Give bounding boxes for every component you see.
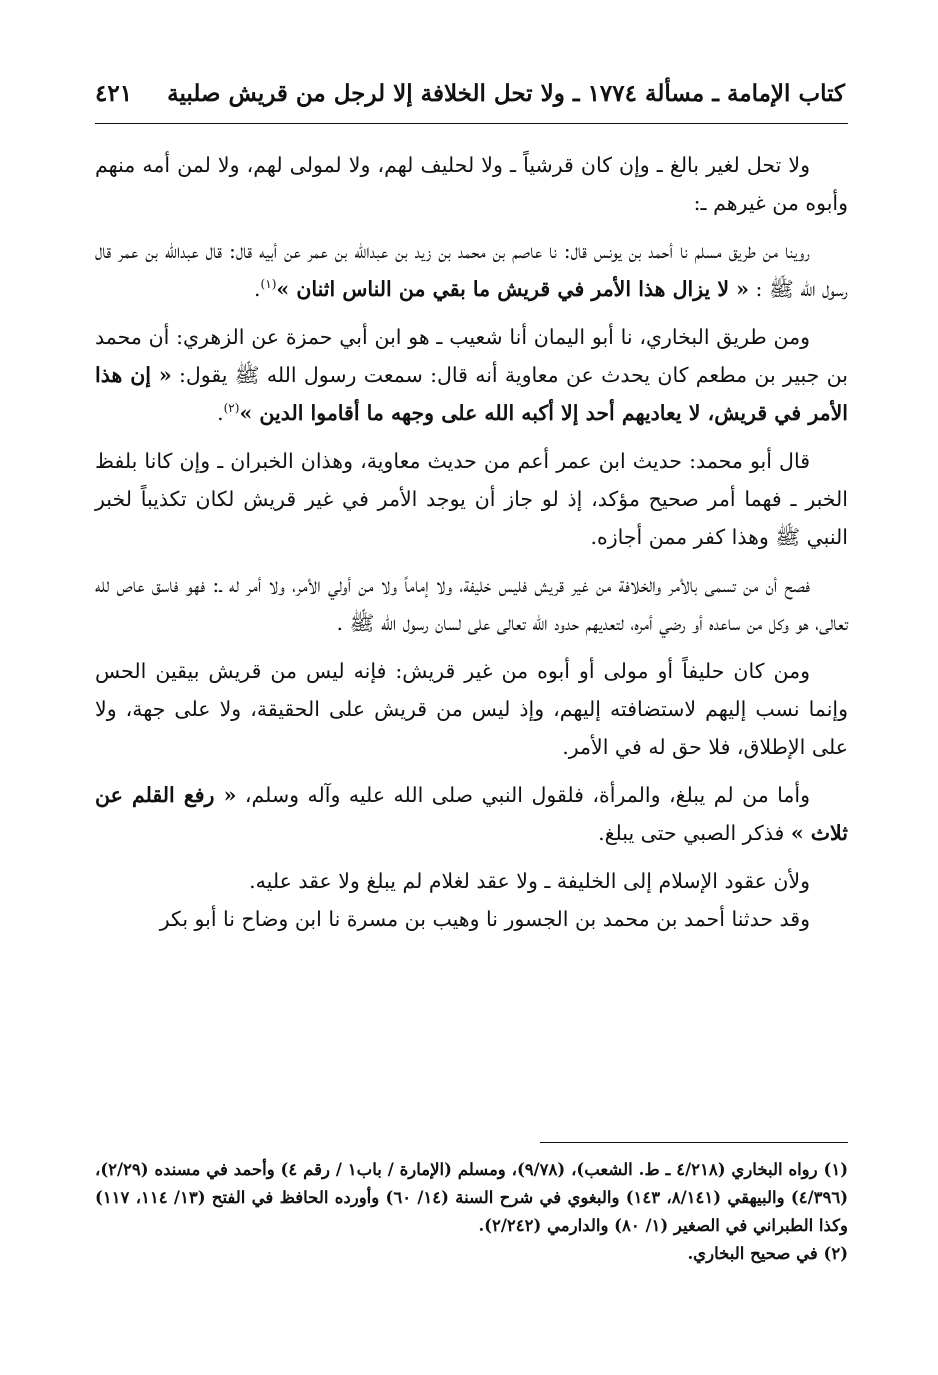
body-paragraph	[95, 232, 848, 308]
page-header	[95, 70, 845, 116]
paragraph-text: .	[217, 401, 224, 425]
body-paragraph	[95, 318, 848, 432]
paragraph-text: وأما من لم يبلغ، والمرأة، فلقول النبي صلى الله عليه وآله وسلم،	[236, 783, 810, 807]
hadith-quote: « لا يزال هذا الأمر في قريش ما بقي من الناس اثنان »	[276, 277, 749, 301]
body-paragraph	[95, 442, 848, 556]
body-paragraph	[95, 862, 848, 900]
footnote-marker: (١)	[260, 277, 277, 292]
paragraph-text: فصح أن من تسمى بالأمر والخلافة من غير قريش فليس خليفة، ولا إماماً ولا من أولي الأمر، ولا أمر له ـ: فهو فاسق عاص لله تعالى، هو وكل من ساعده أو رضي أمره، لتعديهم حدود الله تعالى على لسان رسول الله ﷺ .	[95, 573, 848, 635]
page-number: ٤٢١	[95, 79, 133, 107]
footnote-rule	[540, 1142, 848, 1143]
paragraph-text: ولا تحل لغير بالغ ـ وإن كان قرشياً ـ ولا لحليف لهم، ولا لمولى لهم، ولا لمن أمه منهم وأبوه من غيرهم ـ:	[95, 153, 848, 215]
body-paragraph	[95, 900, 848, 938]
paragraph-text: قال أبو محمد: حديث ابن عمر أعم من حديث معاوية، وهذان الخبران ـ وإن كانا بلفظ الخبر ـ فهما أمر صحيح مؤكد، إذ لو جاز أن يوجد الأمر في غير قريش لكان تكذيباً لخبر النبي ﷺ وهذا كفر ممن أجازه.	[95, 449, 848, 549]
paragraph-text: ومن كان حليفاً أو مولى أو أبوه من غير قريش: فإنه ليس من قريش بيقين الحس وإنما نسب إليهم لاستضافته إليهم، وإذ ليس من قريش على الحقيقة، ولا على جهة، ولا على الإطلاق، فلا حق له في الأمر.	[95, 659, 848, 759]
footnote: (١) رواه البخاري (٤/٢١٨ ـ ط. الشعب)، (٩/٧٨)، ومسلم (الإمارة / باب١ / رقم ٤) وأحمد في مسنده (٢/٢٩)، (٤/٣٩٦) والبيهقي (٨/١٤١، ١٤٣) والبغوي في شرح السنة (١٤/ ٦٠) وأورده الحافظ في الفتح (١٣/ ١١٤، ١١٧) وكذا الطبراني في الصغير (١/ ٨٠) والدارمي (٢/٢٤٢).	[95, 1160, 848, 1235]
hadith-quote: « رفع القلم عن ثلاث »	[95, 783, 848, 845]
paragraph-text: وقد حدثنا أحمد بن محمد بن الجسور نا وهيب بن مسرة نا ابن وضاح نا أبو بكر	[159, 907, 810, 931]
paragraph-text: .	[254, 277, 261, 301]
paragraph-text: ومن طريق البخاري، نا أبو اليمان أنا شعيب ـ هو ابن أبي حمزة عن الزهري: أن محمد بن جبير بن مطعم كان يحدث عن معاوية أنه قال: سمعت رسول الله ﷺ يقول:	[95, 325, 848, 387]
paragraph-text: روينا من طريق مسلم نا أحمد بن يونس قال: نا عاصم بن محمد بن زيد بن عبدالله بن عمر عن أبيه قال: قال عبدالله بن عمر قال رسول الله ﷺ :	[95, 239, 848, 301]
hadith-quote: « إن هذا الأمر في قريش، لا يعاديهم أحد إلا أكبه الله على وجهه ما أقاموا الدين »	[95, 363, 848, 425]
body-text	[95, 146, 848, 938]
body-paragraph	[95, 652, 848, 766]
running-title: كتاب الإمامة ـ مسألة ١٧٧٤ ـ ولا تحل الخلافة إلا لرجل من قريش صلبية	[167, 79, 845, 107]
paragraph-text: فذكر الصبي حتى يبلغ.	[598, 821, 791, 845]
body-paragraph	[95, 776, 848, 852]
header-rule	[95, 123, 848, 124]
paragraph-text: ولأن عقود الإسلام إلى الخليفة ـ ولا عقد لغلام لم يبلغ ولا عقد عليه.	[249, 869, 810, 893]
body-paragraph	[95, 146, 848, 222]
footnote: (٢) في صحيح البخاري.	[687, 1244, 848, 1263]
body-paragraph	[95, 566, 848, 642]
footnotes	[95, 1156, 848, 1268]
footnote-marker: (٢)	[223, 401, 240, 416]
